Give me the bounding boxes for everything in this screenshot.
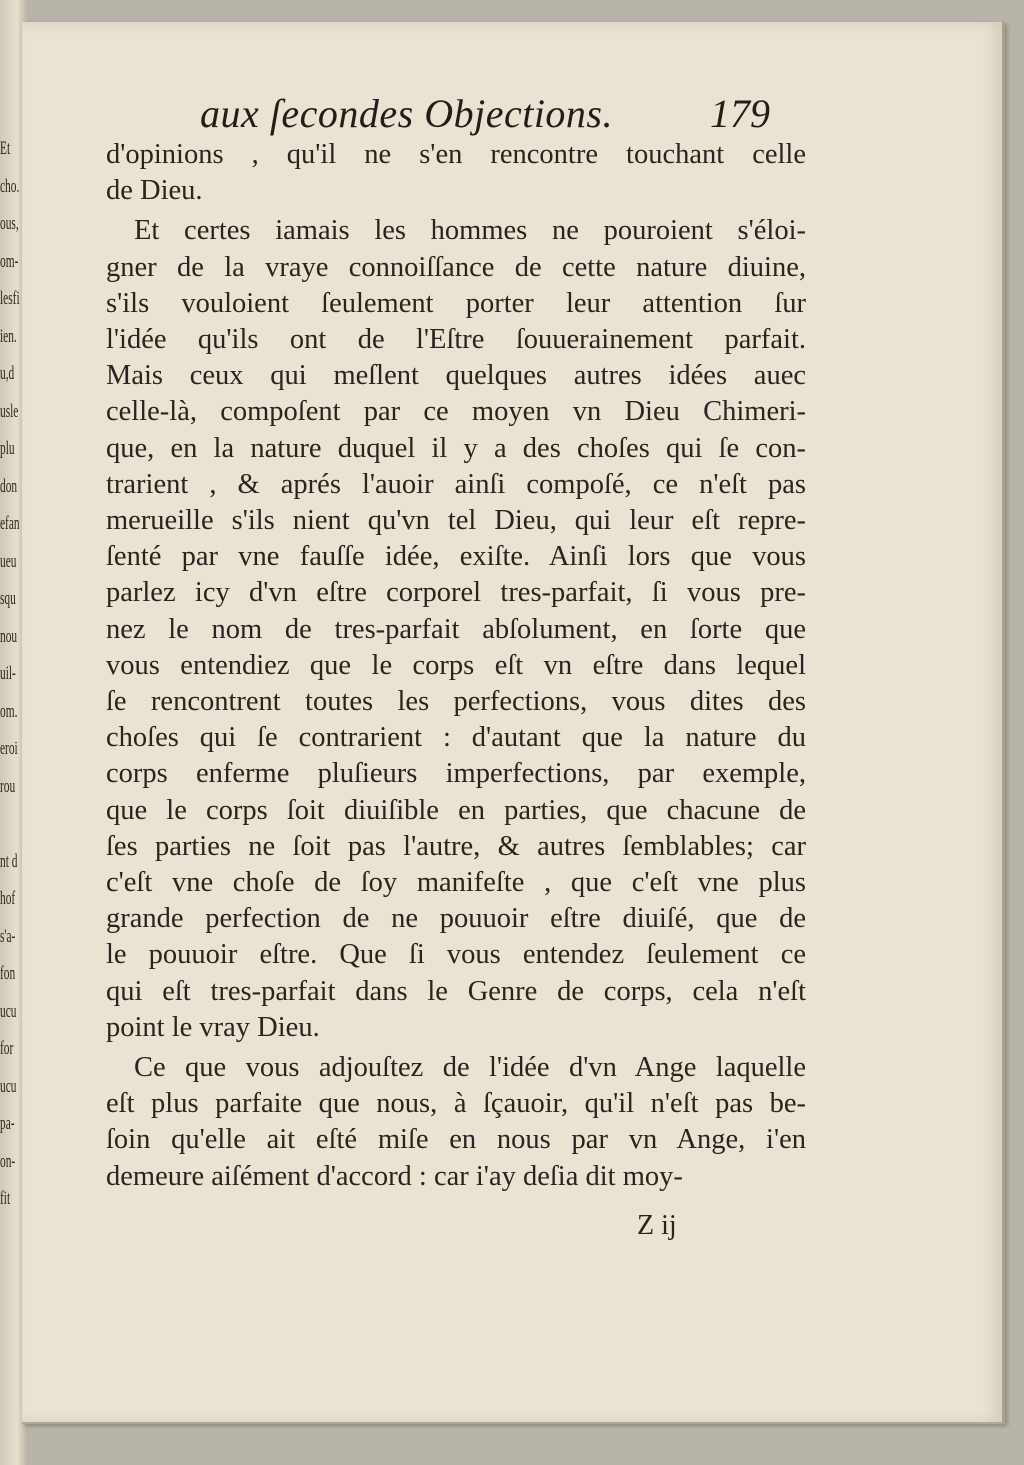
margin-fragment: hof	[0, 888, 16, 909]
margin-fragment: plu	[0, 438, 15, 459]
text-line: Mais ceux qui meſlent quelques autres idées auec	[106, 360, 806, 392]
margin-fragment: efan	[0, 513, 20, 534]
text-line: ſe rencontrent toutes les perfections, vous dites des	[106, 686, 806, 718]
margin-fragment	[0, 805, 18, 843]
margin-fragment: on-	[0, 1150, 16, 1172]
margin-fragment: s'a-	[0, 925, 16, 947]
text-line: demeure aiſément d'accord : car i'ay deſia dit moy-	[106, 1160, 683, 1192]
margin-fragment: don	[0, 475, 18, 497]
margin-fragment: lesfi	[0, 288, 20, 309]
margin-fragment: usle	[0, 400, 19, 422]
margin-fragment: cho.	[0, 175, 20, 197]
text-line: l'idée qu'ils ont de l'Eſtre ſouuerainement parfait.	[106, 324, 806, 356]
margin-fragment: for	[0, 1038, 14, 1059]
text-line: trarient , & aprés l'auoir ainſi compoſé, ce n'eſt pas	[106, 468, 806, 500]
margin-fragment: squ	[0, 588, 16, 609]
text-line: nez le nom de tres-parfait abſolument, en ſorte que	[106, 613, 806, 645]
text-line: grande perfection de ne pouuoir eſtre diuiſé, que de	[106, 903, 806, 935]
margin-fragment: ucu	[0, 1075, 17, 1097]
margin-fragment: fit	[0, 1188, 11, 1209]
text-line: celle-là, compoſent par ce moyen vn Dieu Chimeri-	[106, 396, 806, 428]
margin-fragment: pa-	[0, 1113, 15, 1134]
text-line: c'eſt vne choſe de ſoy manifeſte , que c'eſt vne plus	[106, 867, 806, 899]
text-line: eſt plus parfaite que nous, à ſçauoir, qu'il n'eſt pas be-	[106, 1088, 806, 1120]
text-line: corps enferme pluſieurs imperfections, par exemple,	[106, 758, 806, 790]
margin-fragment: ucu	[0, 1000, 17, 1022]
text-line: point le vray Dieu.	[106, 1011, 320, 1043]
text-line: que le corps ſoit diuiſible en parties, que chacune de	[106, 794, 806, 826]
text-line: de Dieu.	[106, 175, 203, 207]
margin-fragment: om-	[0, 250, 19, 272]
paragraph	[106, 1050, 806, 1195]
page-number: 179	[710, 91, 770, 136]
margin-fragment: ien.	[0, 325, 17, 347]
running-head	[22, 82, 1002, 142]
margin-fragment: Et	[0, 138, 11, 159]
margin-fragment: eroi	[0, 738, 18, 759]
text-line: Ce que vous adjouſtez de l'idée d'vn Ange laquelle	[134, 1052, 806, 1084]
text-line: ſes parties ne ſoit pas l'autre, & autres ſemblables; car	[106, 830, 806, 862]
text-line: s'ils vouloient ſeulement porter leur attention ſur	[106, 287, 806, 319]
margin-fragment: rou	[0, 775, 16, 797]
text-line: parlez icy d'vn eſtre corporel tres-parfait, ſi vous pre-	[106, 577, 806, 609]
text-line: gner de la vraye connoiſſance de cette nature diuine,	[106, 251, 806, 283]
text-line: qui eſt tres-parfait dans le Genre de corps, cela n'eſt	[106, 975, 806, 1007]
text-line: que, en la nature duquel il y a des choſes qui ſe con-	[106, 432, 806, 464]
text-line: le pouuoir eſtre. Que ſi vous entendez ſeulement ce	[106, 939, 806, 971]
margin-fragment: fon	[0, 963, 16, 984]
margin-fragment: ueu	[0, 550, 17, 572]
margin-fragment: nou	[0, 625, 18, 647]
paragraph	[106, 213, 806, 1046]
running-head-title: aux ſecondes Objections.	[200, 91, 613, 136]
text-line: ſoin qu'elle ait eſté miſe en nous par vn Ange, i'en	[106, 1124, 806, 1156]
book-page	[22, 22, 1005, 1424]
signature-mark: Z ij	[637, 1210, 677, 1241]
text-line: ſenté par vne fauſſe idée, exiſte. Ainſi lors que vous	[106, 541, 806, 573]
margin-fragment: ous,	[0, 213, 19, 234]
text-line: d'opinions , qu'il ne s'en rencontre touchant celle	[106, 139, 806, 170]
margin-fragment: nt d	[0, 850, 18, 872]
margin-fragment: om.	[0, 700, 18, 722]
text-line: choſes qui ſe contrarient : d'autant que la nature du	[106, 722, 806, 754]
margin-fragment: u,d	[0, 363, 15, 384]
body-text	[106, 137, 806, 1195]
margin-fragment: uil-	[0, 663, 16, 684]
text-line: vous entendiez que le corps eſt vn eſtre dans lequel	[106, 649, 806, 681]
text-line: Et certes iamais les hommes ne pouroient s'éloi-	[134, 215, 806, 247]
text-line: merueille s'ils nient qu'vn tel Dieu, qui leur eſt repre-	[106, 505, 806, 537]
paragraph	[106, 137, 806, 209]
